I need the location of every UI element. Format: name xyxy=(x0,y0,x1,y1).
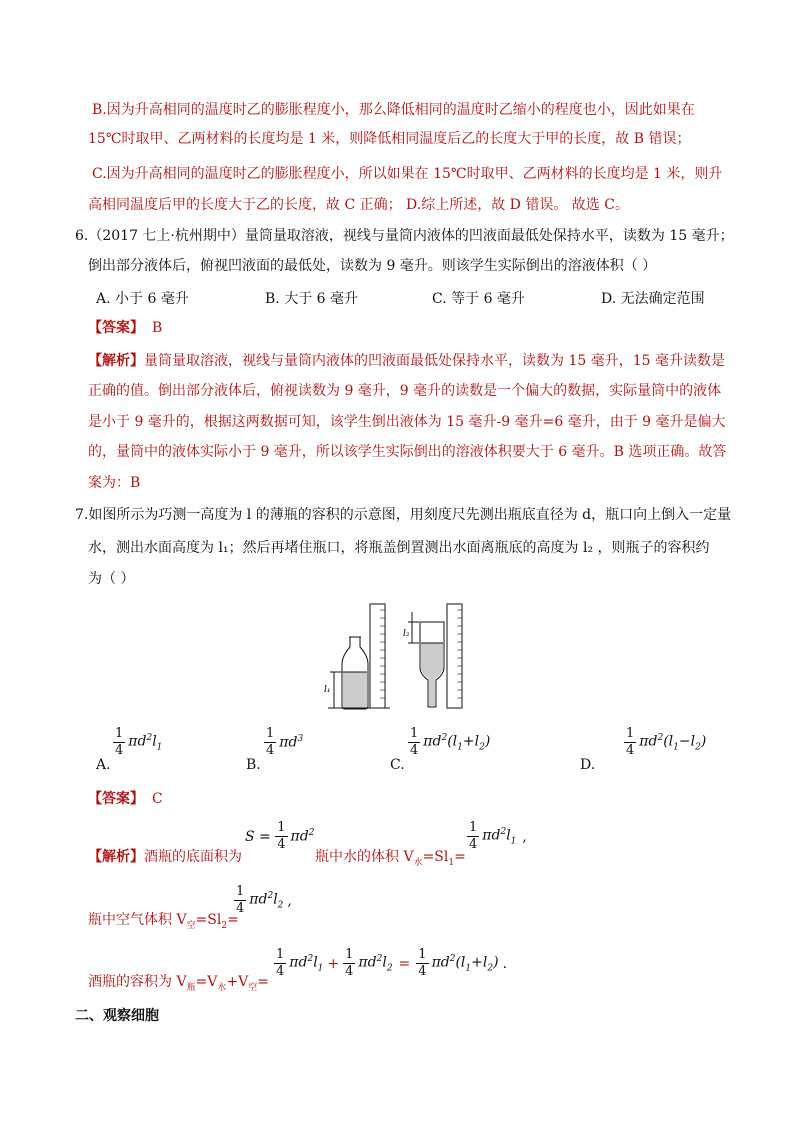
explanation-6-line5: 案为：B xyxy=(88,475,141,491)
bottle-eq2: +V xyxy=(226,974,249,990)
answer-label: 【答案】 xyxy=(88,791,144,807)
formula-bottle-sum: $\frac{1}{4}$ $\pi d^2l_1$ + $\frac{1}{4}$ $\pi d^2l_2$ = $\frac{1}{4}$ $\pi d^2(l_1+l_2)$ . xyxy=(276,947,508,979)
answer-value: C xyxy=(152,791,163,807)
water-volume-eq: =Sl xyxy=(422,849,449,865)
air-volume-eq: =Sl xyxy=(195,912,222,928)
bottle-volume-text: 酒瓶的容积为 V xyxy=(88,974,187,990)
bottle-figure xyxy=(320,600,480,712)
answer-value: B xyxy=(152,320,163,336)
water-sub2: 水 xyxy=(217,982,227,993)
label-l1: l₁ xyxy=(324,685,331,695)
explanation-b-line1: B.因为升高相同的温度时乙的膨胀程度小，那么降低相同的温度时乙缩小的程度也小，因此如果在 xyxy=(92,102,695,118)
question-7-line1: 7.如图所示为巧测一高度为 l 的薄瓶的容积的示意图，用刻度尺先测出瓶底直径为 d，瓶口向上倒入一定量 xyxy=(75,507,732,523)
q7-option-a-formula: $\frac{1}{4}$ $\pi d^2l_1$ xyxy=(115,726,163,758)
label-l2: l₂ xyxy=(403,629,410,639)
answer-7 xyxy=(88,789,163,809)
formula-air-volume: $\frac{1}{4}$ $\pi d^2l_2$ , xyxy=(236,884,292,916)
water-sub: 水 xyxy=(413,857,423,868)
question-7-line3: 为（ ） xyxy=(88,571,135,587)
q7-option-c-label: C. xyxy=(390,757,405,773)
explanation-c-line2: 高相同温度后甲的长度大于乙的长度，故 C 正确； D.综上所述，故 D 错误。 故选 C。 xyxy=(88,197,629,213)
formula-water-volume: $\frac{1}{4}$ $\pi d^2l_1$ , xyxy=(469,820,527,852)
explanation-label: 【解析】 xyxy=(88,353,144,369)
explanation-c-line1: C.因为升高相同的温度时乙的膨胀程度小，所以如果在 15℃时取甲、乙两材料的长度均是 1 米，则升 xyxy=(92,166,723,182)
question-6-line1: 6.（2017 七上·杭州期中）量筒量取溶液，视线与量筒内液体的凹液面最低处保持水平，读数为 15 毫升； xyxy=(75,228,734,244)
explanation-7-line3: 酒瓶的容积为 $V_瓶=V_水+V_空=$ xyxy=(88,974,270,993)
air-volume-text: 瓶中空气体积 V xyxy=(88,912,187,928)
explanation-6-line4: 的，量筒中的液体实际小于 9 毫升，所以该学生实际倒出的溶液体积要大于 6 毫升。B 选项正确。故答 xyxy=(88,444,727,460)
bottle-eq1: =V xyxy=(195,974,218,990)
answer-label: 【答案】 xyxy=(88,320,144,336)
q6-option-c: C. 等于 6 毫升 xyxy=(432,291,525,307)
explanation-6-text: 量筒量取溶液，视线与量筒内液体的凹液面最低处保持水平，读数为 15 毫升，15 毫升读数是 xyxy=(144,353,725,369)
q7-option-c-formula: $\frac{1}{4}$ $\pi d^2(l_1+l_2)$ xyxy=(410,726,491,758)
formula-base-area: S = $\frac{1}{4}$ $\pi d^2$ xyxy=(245,820,315,852)
water-volume-text: 瓶中水的体积 V xyxy=(315,849,414,865)
q7-option-b-label: B. xyxy=(246,757,261,773)
q6-option-b: B. 大于 6 毫升 xyxy=(265,291,358,307)
explanation-label: 【解析】 xyxy=(88,849,144,865)
section-heading: 二、观察细胞 xyxy=(75,1008,159,1024)
q6-option-a: A. 小于 6 毫升 xyxy=(96,291,189,307)
air-sub: 空 xyxy=(186,920,196,931)
q7-option-d-formula: $\frac{1}{4}$ $\pi d^2(l_1-l_2)$ xyxy=(626,726,707,758)
explanation-b-line2: 15℃时取甲、乙两材料的长度均是 1 米，则降低相同温度后乙的长度大于甲的长度，故 B 错误； xyxy=(88,131,691,147)
bottle-sub: 瓶 xyxy=(186,982,196,993)
question-6-line2: 倒出部分液体后，俯视凹液面的最低处，读数为 9 毫升。则该学生实际倒出的溶液体积（ ） xyxy=(88,258,657,274)
explanation-6-line1 xyxy=(88,351,725,371)
air-sub2: 空 xyxy=(248,982,258,993)
explanation-7-text2: 瓶中水的体积 $V_水=Sl_1=$ xyxy=(315,849,466,868)
explanation-6-line3: 是小于 9 毫升的，根据这两数据可知，该学生倒出液体为 15 毫升-9 毫升=6 毫升，由于 9 毫升是偏大 xyxy=(88,414,726,430)
q6-option-d: D. 无法确定范围 xyxy=(601,291,705,307)
question-7-line2: 水，测出水面高度为 l₁；然后再堵住瓶口，将瓶盖倒置测出水面离瓶底的高度为 l₂ ，则瓶子的容积约 xyxy=(88,540,710,556)
explanation-7-line2: 瓶中空气体积 $V_空=Sl_2=$ xyxy=(88,912,239,931)
q7-option-b-formula: $\frac{1}{4}$ $\pi d^3$ xyxy=(266,726,304,758)
q7-option-d-label: D. xyxy=(580,757,596,773)
q7-option-a-label: A. xyxy=(96,757,111,773)
explanation-7-line1 xyxy=(88,847,242,867)
explanation-6-line2: 正确的值。倒出部分液体后，俯视读数为 9 毫升，9 毫升的读数是一个偏大的数据，实际量筒中的液体 xyxy=(88,383,722,399)
explanation-7-text1: 酒瓶的底面积为 xyxy=(144,849,242,865)
answer-6 xyxy=(88,318,162,338)
